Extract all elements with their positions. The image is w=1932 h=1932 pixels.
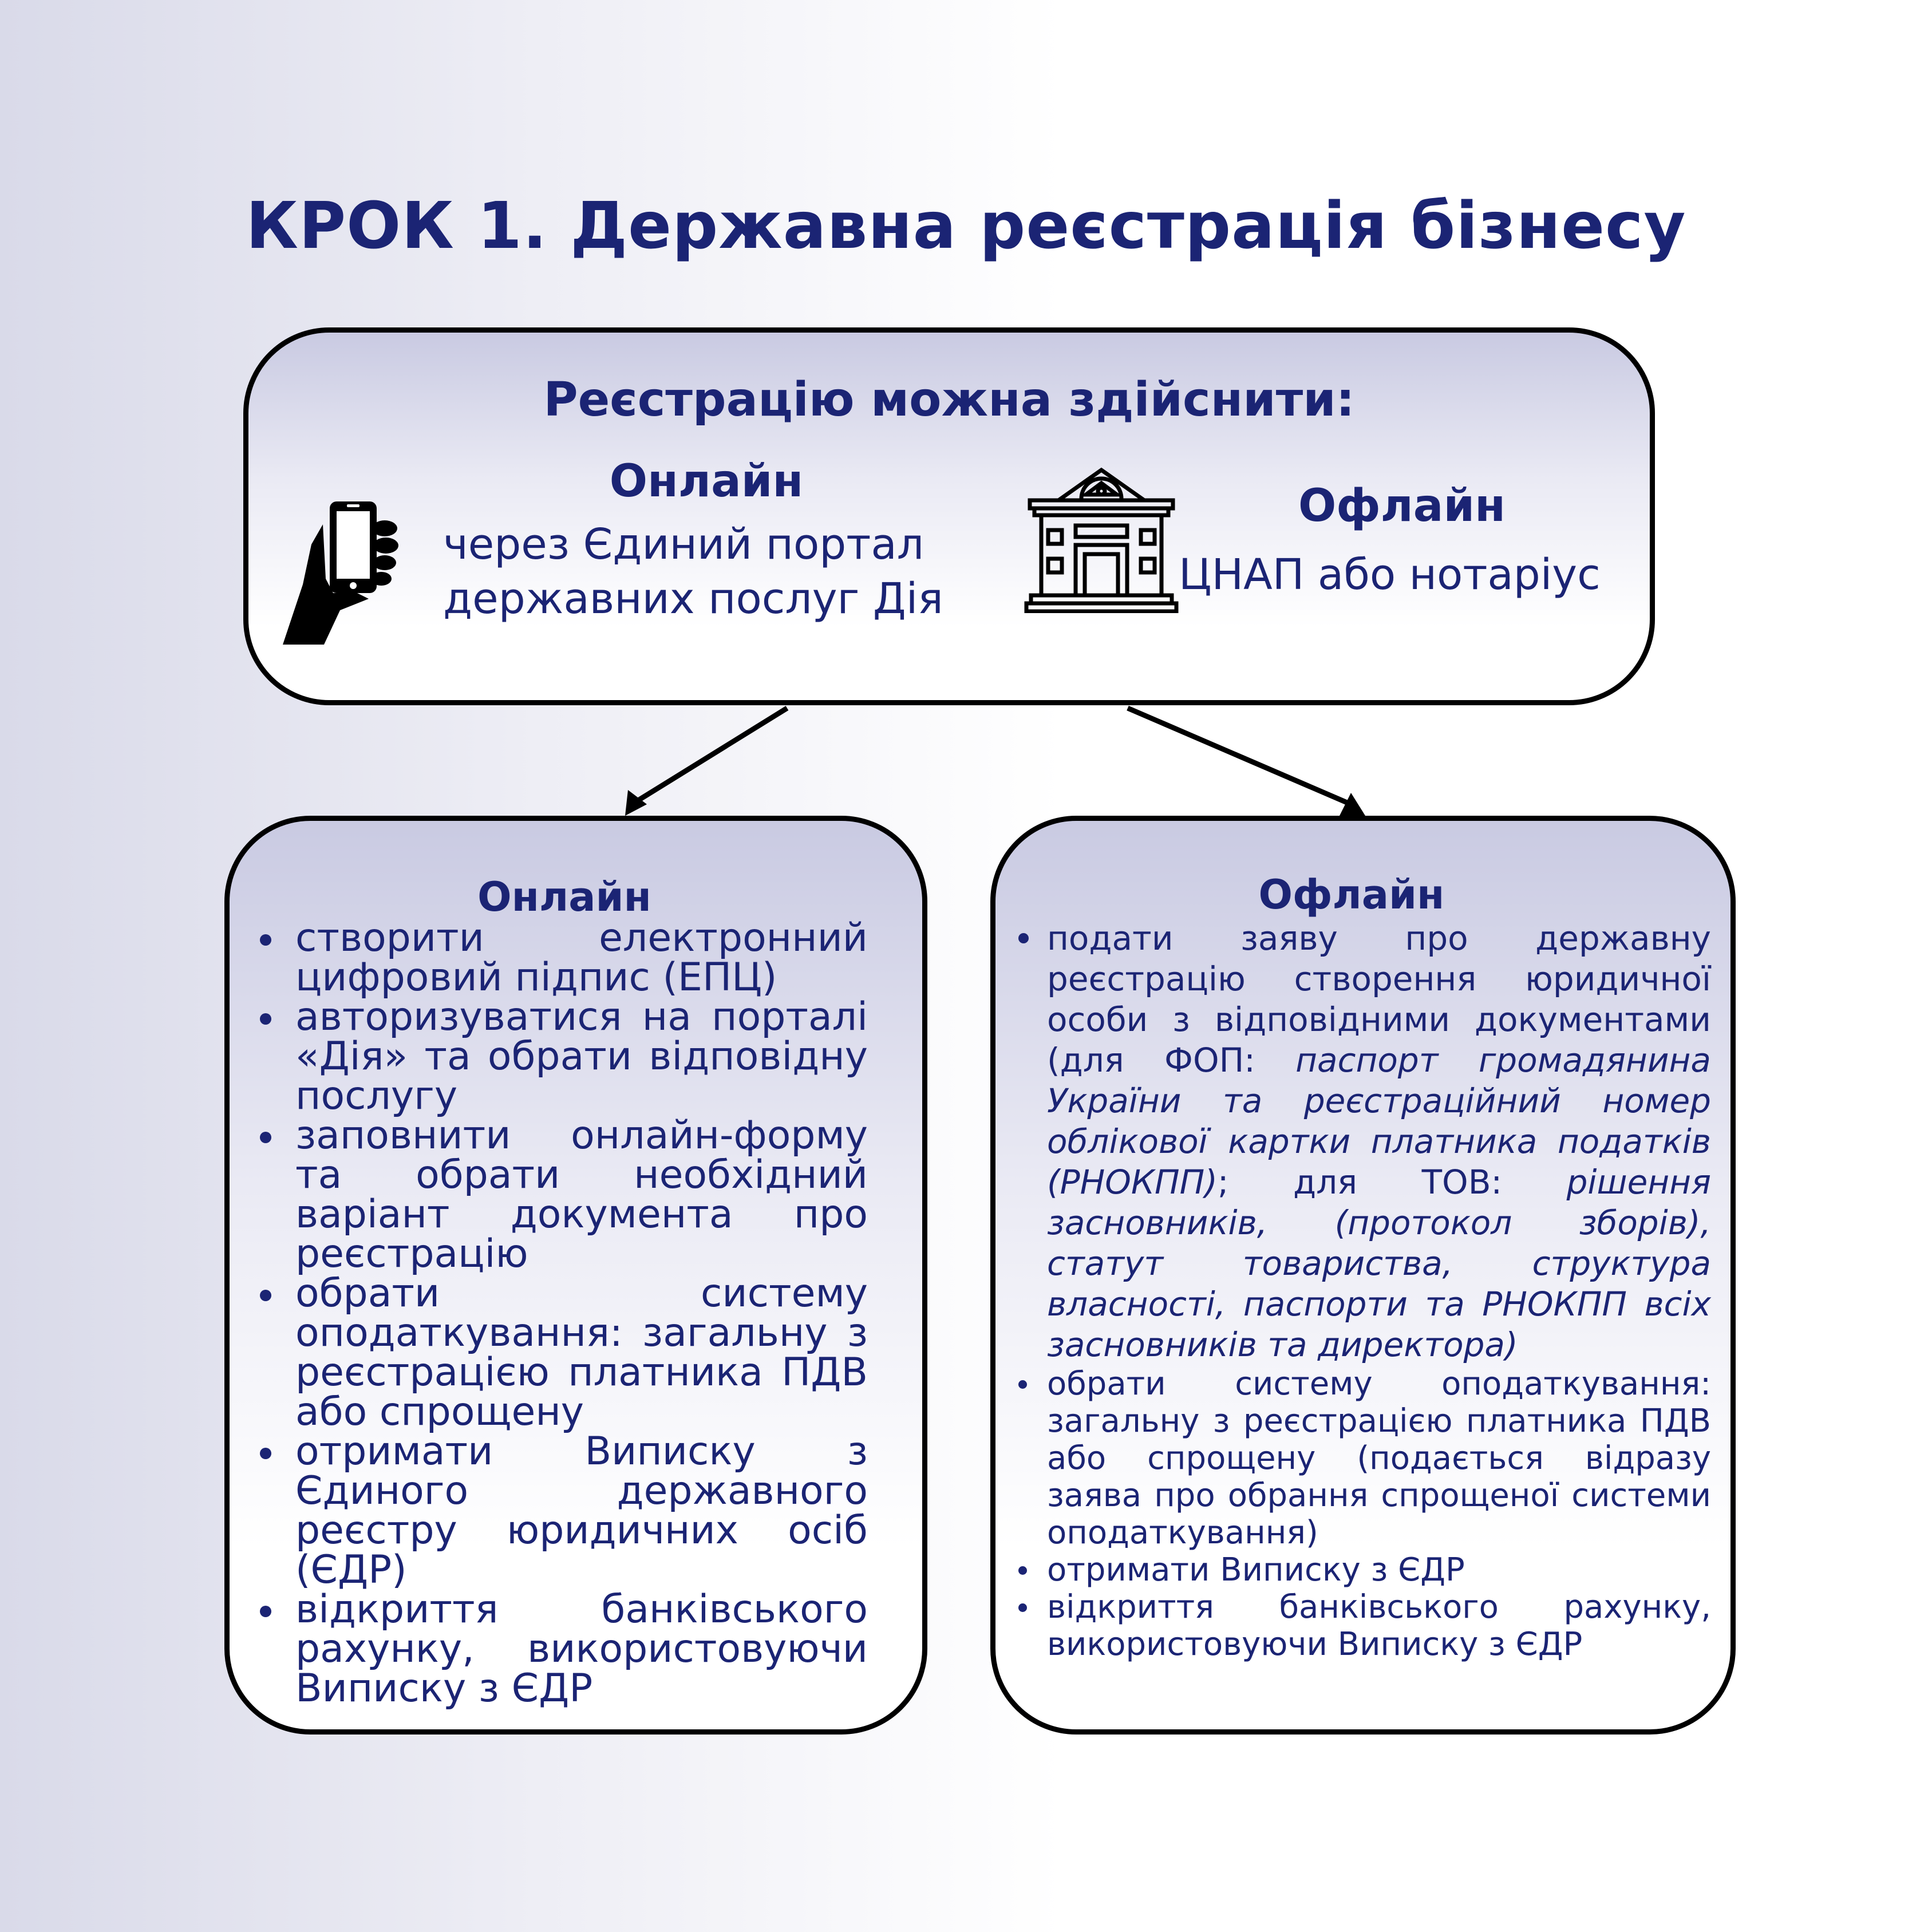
online-option	[443, 456, 1016, 626]
online-steps-panel	[224, 816, 927, 1735]
offline-steps-panel	[990, 816, 1736, 1735]
offline-steps-list	[1047, 918, 1711, 1663]
offline-item-1-text-b: ; для ТОВ:	[1217, 1163, 1567, 1202]
hand-holding-phone-icon	[283, 499, 403, 645]
online-option-title: Онлайн	[609, 456, 804, 507]
options-heading: Реєстрацію можна здійснити:	[543, 373, 1355, 427]
list-item: авторизуватися на порталі «Дія» та обрати відповідну послугу	[295, 994, 868, 1119]
list-item	[1047, 918, 1711, 1365]
list-item: відкриття банківського рахунку, використовуючи Виписку з ЄДР	[1047, 1589, 1711, 1663]
list-item: обрати систему оподаткування: загальну з реєстрацією платника ПДВ або спрощену (подається відразу заява про обрання спрощеної системи оподаткування)	[1047, 1365, 1711, 1551]
online-option-line-2: державних послуг Дія	[443, 574, 943, 623]
list-item: отримати Виписку з Єдиного державного реєстру юридичних осіб (ЄДР)	[295, 1429, 868, 1593]
list-item: створити електронний цифровий підпис (ЕПЦ)	[295, 915, 868, 1000]
online-option-line-1: через Єдиний портал	[443, 520, 924, 569]
offline-panel-title: Офлайн	[1258, 871, 1445, 918]
list-item: заповнити онлайн-форму та обрати необхідний варіант документа про реєстрацію	[295, 1113, 868, 1277]
offline-item-1-italic-a: паспорт громадянина України та реєстраційний номер облікової картки платника податків (РНОКПП)	[1047, 1041, 1711, 1202]
online-panel-title: Онлайн	[477, 874, 651, 920]
registration-options-box	[243, 327, 1655, 705]
offline-option-desc: ЦНАП або нотаріус	[1179, 550, 1601, 599]
list-item: обрати систему оподаткування: загальну з реєстрацією платника ПДВ або спрощену	[295, 1271, 868, 1435]
online-steps-list	[295, 915, 868, 1711]
offline-option-title: Офлайн	[1298, 480, 1506, 532]
offline-option	[1179, 480, 1648, 602]
list-item: отримати Виписку з ЄДР	[1047, 1551, 1711, 1589]
offline-item-1-italic-b: рішення засновників, (протокол зборів), статут товариства, структура власності, паспорти та РНОКПП всіх засновників та директора)	[1047, 1163, 1711, 1364]
list-item: відкриття банківського рахунку, використовуючи Виписку з ЄДР	[295, 1587, 868, 1711]
offline-item-1-text-a: подати заяву про державну реєстрацію створення юридичної особи з відповідними документами (для ФОП:	[1047, 919, 1711, 1080]
page-title: КРОК 1. Державна реєстрація бізнесу	[246, 189, 1686, 263]
